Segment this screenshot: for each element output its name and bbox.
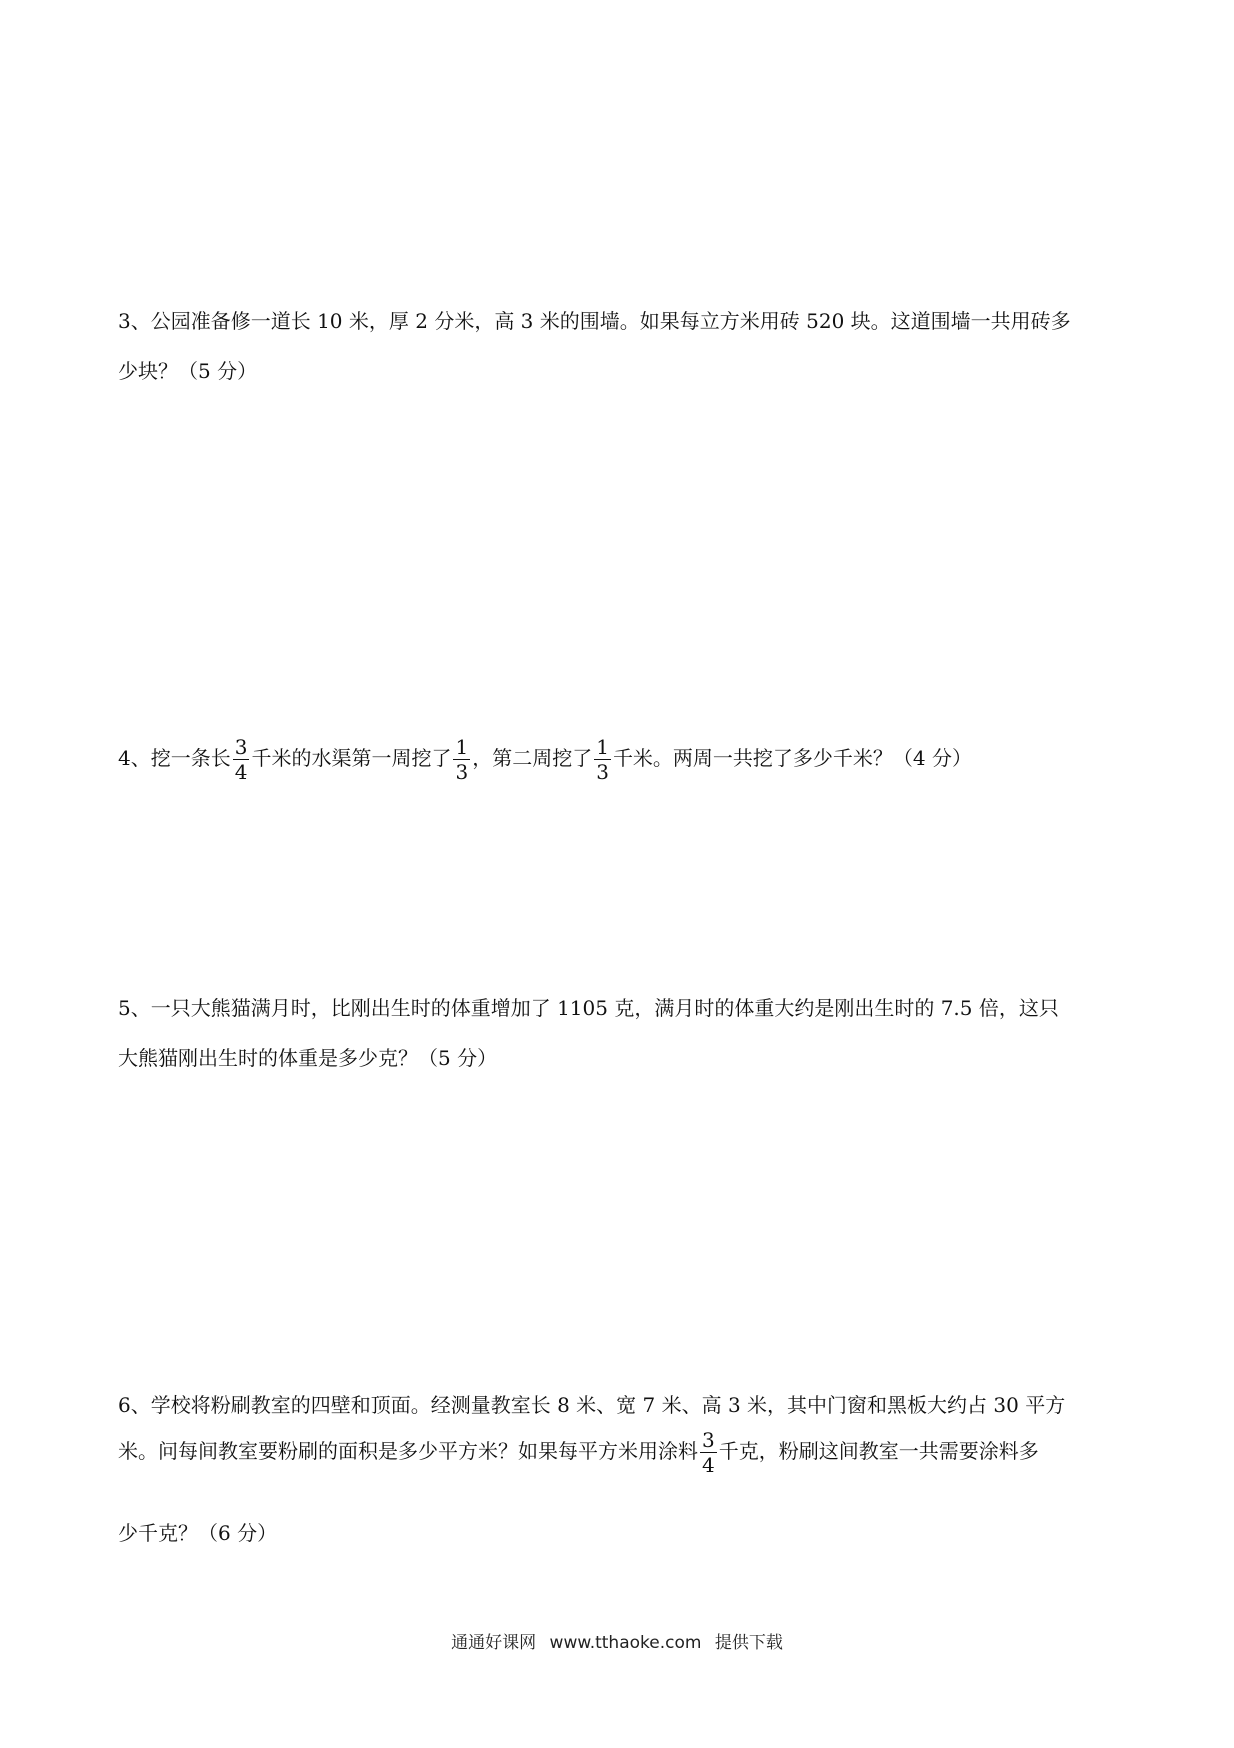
problem-4-text-a: 4、挖一条长 [118, 746, 231, 770]
page-footer [0, 1628, 1234, 1653]
fraction-numerator: 1 [596, 735, 609, 759]
footer-url: www.tthaoke.com [549, 1633, 702, 1653]
problem-3-line-1: 3、公园准备修一道长 10 米，厚 2 分米，高 3 米的围墙。如果每立方米用砖 520 块。这道围墙一共用砖多 [118, 309, 1071, 333]
fraction-numerator: 3 [702, 1428, 715, 1452]
footer-site-name: 通通好课网 [451, 1633, 537, 1653]
fraction-three-quarters [700, 1428, 717, 1477]
problem-6-text-a: 米。问每间教室要粉刷的面积是多少平方米？如果每平方米用涂料 [118, 1439, 698, 1463]
problem-5-line-2: 大熊猫刚出生时的体重是多少克？（5 分） [118, 1046, 498, 1070]
problem-6-line-3: 少千克？（6 分） [118, 1521, 278, 1545]
fraction-one-third-a [453, 735, 470, 784]
fraction-denominator: 3 [596, 760, 609, 784]
fraction-numerator: 1 [455, 735, 469, 759]
fraction-numerator: 3 [234, 735, 248, 759]
problem-6-text-b: 千克，粉刷这间教室一共需要涂料多 [718, 1439, 1039, 1463]
problem-4-line [118, 735, 972, 784]
problem-5-line-1: 5、一只大熊猫满月时，比刚出生时的体重增加了 1105 克，满月时的体重大约是刚出生时的 7.5 倍，这只 [118, 996, 1059, 1020]
fraction-denominator: 3 [455, 760, 469, 784]
fraction-denominator: 4 [234, 760, 248, 784]
fraction-denominator: 4 [702, 1453, 715, 1477]
problem-6-line-2 [118, 1428, 1039, 1477]
problem-4-text-c: ，第二周挖了 [472, 746, 593, 770]
fraction-three-quarters [233, 735, 250, 784]
footer-suffix: 提供下载 [714, 1633, 783, 1653]
problem-6-line-1: 6、学校将粉刷教室的四壁和顶面。经测量教室长 8 米、宽 7 米、高 3 米，其中门窗和黑板大约占 30 平方 [118, 1393, 1066, 1417]
problem-3-line-2: 少块？（5 分） [118, 359, 258, 383]
fraction-one-third-b [594, 735, 611, 784]
problem-4-text-b: 千米的水渠第一周挖了 [251, 746, 452, 770]
problem-4-text-d: 千米。两周一共挖了多少千米？（4 分） [612, 746, 973, 770]
